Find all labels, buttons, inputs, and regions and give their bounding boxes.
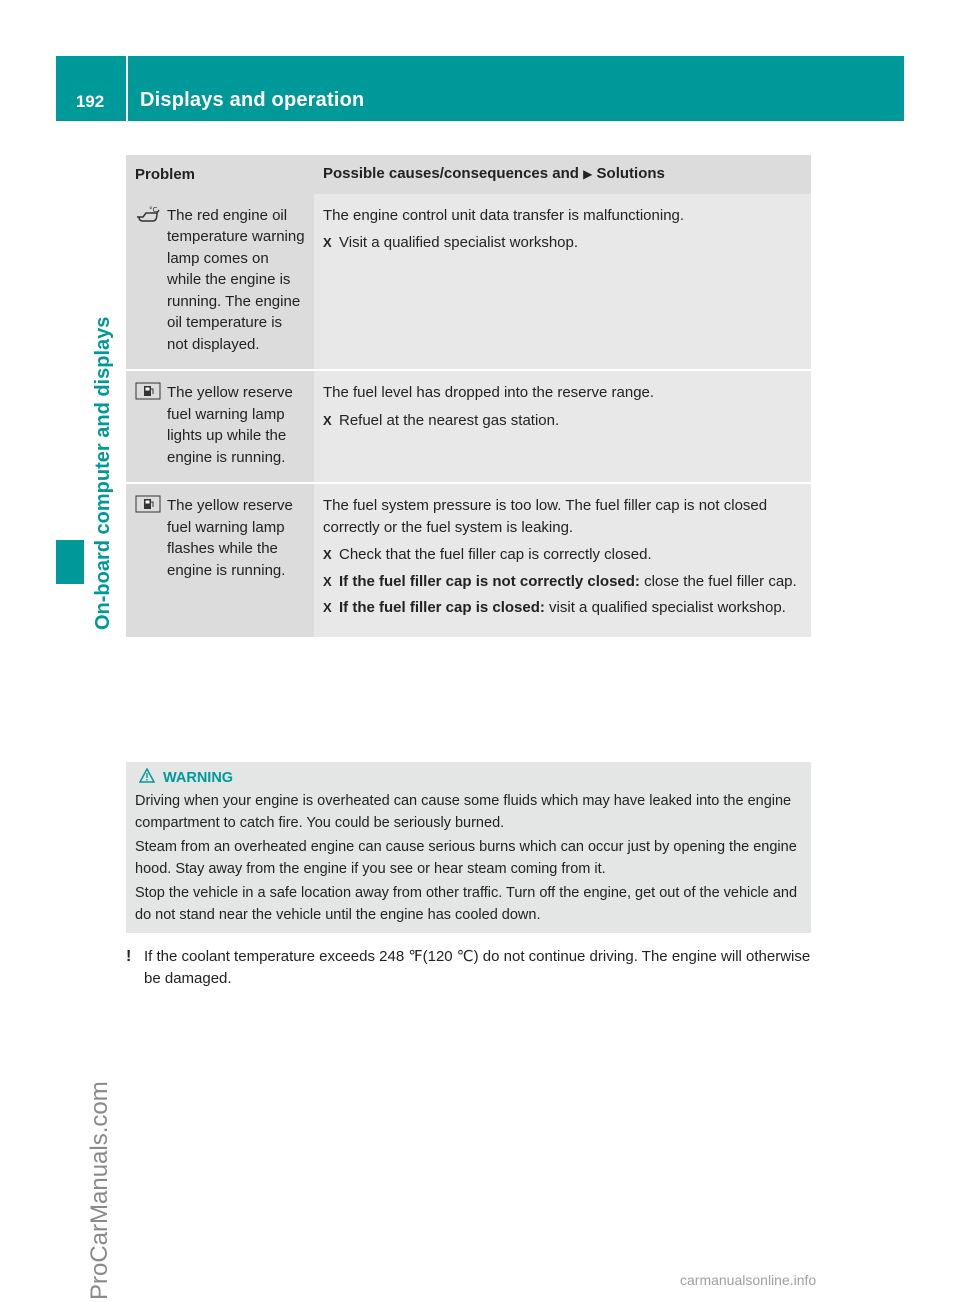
cause-text: The engine control unit data transfer is malfunctioning. — [323, 206, 685, 224]
table-row — [126, 371, 811, 482]
table-row — [126, 484, 811, 637]
page-number: 192 — [75, 92, 105, 111]
step-marker: X — [323, 235, 332, 250]
section-title: Displays and operation — [140, 89, 365, 111]
page-header — [56, 56, 904, 121]
note-text: If the coolant temperature exceeds 248 ℉(120 ℃) do not continue driving. The engine will otherwise be damaged. — [144, 948, 811, 987]
problem-text: The red engine oil temperature warning lamp comes on while the engine is running. The engine oil temperature is not displayed. — [167, 206, 305, 353]
step-action: close the fuel filler cap. — [639, 572, 797, 590]
problem-text: The yellow reserve fuel warning lamp lights up while the engine is running. — [167, 384, 293, 466]
coolant-note — [126, 946, 811, 990]
solution-step — [323, 571, 802, 593]
step-marker: X — [323, 547, 332, 562]
step-action: visit a qualified specialist workshop. — [544, 599, 786, 616]
side-watermark-text: ProCarManuals.com — [86, 1081, 113, 1300]
warning-header — [135, 767, 802, 789]
warning-title: WARNING — [163, 770, 234, 786]
troubleshooting-table — [126, 155, 811, 637]
side-tab — [56, 540, 84, 584]
solution-step — [323, 232, 802, 254]
solution-step — [323, 544, 802, 566]
step-marker: X — [323, 573, 332, 589]
problem-text: The yellow reserve fuel warning lamp flashes while the engine is running. — [167, 497, 293, 579]
solution-cell — [314, 484, 811, 637]
problem-cell — [126, 484, 314, 637]
step-action: Check that the fuel filler cap is correctly closed. — [339, 546, 652, 563]
solution-step — [323, 597, 802, 619]
svg-text:°C: °C — [149, 205, 158, 214]
side-chapter-title — [88, 170, 128, 630]
problem-cell — [126, 371, 314, 482]
warning-triangle-icon — [139, 767, 155, 789]
fuel-pump-icon — [135, 382, 167, 468]
warning-paragraph: Steam from an overheated engine can cause serious burns which can occur just by opening the engine hood. Stay away from the engine if you see or hear steam coming from it. — [135, 839, 797, 877]
solution-cell — [314, 371, 811, 482]
oil-temperature-icon — [135, 205, 167, 356]
footer-watermark: carmanualsonline.info — [680, 1272, 817, 1288]
exclamation-icon: ! — [126, 948, 132, 965]
solution-cell — [314, 194, 811, 370]
warning-box — [126, 762, 811, 933]
side-watermark — [84, 800, 114, 1300]
column-header-problem: Problem — [126, 155, 314, 194]
step-condition: If the fuel filler cap is closed: — [339, 599, 545, 616]
step-text: Refuel at the nearest gas station. — [339, 411, 560, 429]
step-marker: X — [323, 412, 332, 428]
step-text — [339, 597, 802, 619]
header-divider — [126, 56, 128, 121]
cause-text: The fuel system pressure is too low. The fuel filler cap is not closed correctly or the fuel system is leaking. — [323, 497, 768, 536]
table-header-row — [126, 155, 811, 194]
step-text — [339, 544, 802, 566]
warning-paragraph: Stop the vehicle in a safe location away from other traffic. Turn off the engine, get out of the vehicle and do not stand near the vehicle until the engine has cooled down. — [135, 885, 798, 923]
solution-step — [323, 410, 802, 432]
step-text: Visit a qualified specialist workshop. — [339, 234, 579, 251]
step-marker: X — [323, 600, 332, 615]
step-text — [339, 571, 802, 593]
cause-text: The fuel level has dropped into the reserve range. — [323, 384, 655, 401]
fuel-pump-icon — [135, 495, 167, 581]
arrow-icon: ▶ — [583, 167, 593, 181]
side-chapter-title-text: On-board computer and displays — [92, 316, 114, 630]
table-row — [126, 194, 811, 370]
warning-paragraph: Driving when your engine is overheated can cause some fluids which may have leaked into the engine compartment to catch fire. You could be seriously burned. — [135, 793, 792, 831]
column-header-solutions — [314, 155, 811, 194]
column-header-solutions-pre: Possible causes/consequences and — [323, 165, 579, 182]
problem-cell — [126, 194, 314, 370]
step-condition: If the fuel filler cap is not correctly closed: — [339, 572, 640, 590]
column-header-solutions-post: Solutions — [596, 165, 665, 182]
